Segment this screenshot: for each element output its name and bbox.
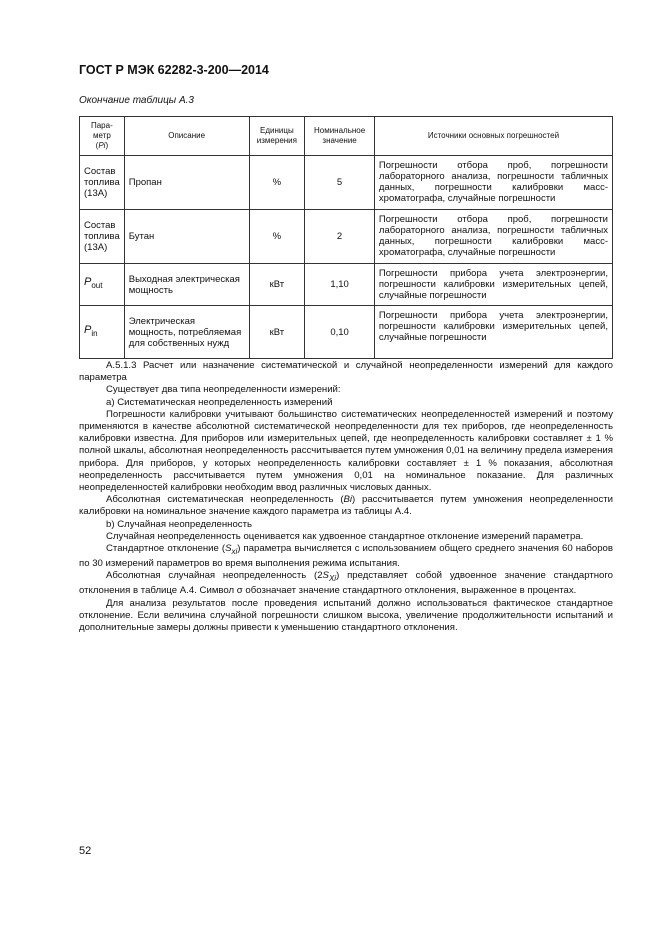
sources-cell: Погрешности прибора учета электроэнергии, погрешности калибровки измерительных цепей, случайные погрешности: [374, 306, 612, 359]
page-header: ГОСТ Р МЭК 62282-3-200—2014: [79, 63, 269, 77]
column-header: Пара- метр (Pi): [80, 117, 125, 156]
page-number: 52: [79, 845, 92, 857]
paragraph: Абсолютная систематическая неопределенность (Bi) рассчитывается путем умножения неопределенности калибровки на номинальное значение каждого параметра из таблицы А.4.: [79, 494, 613, 518]
nominal-cell: 5: [305, 156, 375, 210]
nominal-cell: 1,10: [305, 264, 375, 306]
unit-cell: %: [249, 210, 305, 264]
paragraph: а) Систематическая неопределенность измерений: [106, 396, 333, 408]
paragraph: Существует два типа неопределенности измерений:: [106, 384, 341, 396]
body-text: [79, 360, 613, 634]
table-caption: Окончание таблицы А.3: [79, 95, 194, 106]
unit-cell: кВт: [249, 306, 305, 359]
unit-cell: кВт: [249, 264, 305, 306]
nominal-cell: 0,10: [305, 306, 375, 359]
sources-cell: Погрешности прибора учета электроэнергии, погрешности калибровки измерительных цепей, случайные погрешности: [374, 264, 612, 306]
paragraph: Погрешности калибровки учитывают большинство систематических неопределенностей измерений и поэтому применяются в качестве абсолютной систематической неопределенности для тех приборов, где неопределенность калибровки известна. Для приборов или измерительных цепей, где неопределенность калибровки составляет ± 1 % полной шкалы, абсолютная неопределенность рассчитывается путем умножения 0,01 на величину предела измерения прибора. Для приборов, у которых неопределенность калибровки составляет ± 1 % показания, абсолютная неопределенность рассчитывается путем умножения 0,01 на номинальное показание. Для различных неопределенностей калибровки необходим ввод различных числовых данных.: [79, 408, 613, 494]
table-row: [80, 156, 613, 210]
paragraph: b) Случайная неопределенность: [106, 518, 252, 530]
param-cell: $P_{in}$: [80, 306, 125, 359]
paragraph: Стандартное отклонение $(S_{xi})$ параметра вычисляется с использованием общего среднего значения 60 наборов по 30 измерений параметров во время выполнения режима испытания.: [79, 543, 613, 570]
description-cell: Электрическая мощность, потребляемая для собственных нужд: [124, 306, 249, 359]
paragraph: Для анализа результатов после проведения испытаний должно использоваться фактическое стандартное отклонение. Если величина случайной погрешности слишком высока, увеличение продолжительности испытаний и дополнительные замеры должны привести к уменьшению стандартного отклонения.: [79, 597, 613, 634]
param-cell: Состав топлива (13А): [80, 156, 125, 210]
param-cell: Состав топлива (13А): [80, 210, 125, 264]
table-row: [80, 210, 613, 264]
param-cell: $P_{out}$: [80, 264, 125, 306]
nominal-cell: 2: [305, 210, 375, 264]
parameters-table: [79, 116, 613, 359]
table-row: [80, 306, 613, 359]
column-header: Номинальное значение: [305, 117, 375, 156]
description-cell: Бутан: [124, 210, 249, 264]
paragraph: А.5.1.3 Расчет или назначение систематической и случайной неопределенности измерений для каждого параметра: [79, 360, 613, 384]
sources-cell: Погрешности отбора проб, погрешности лабораторного анализа, погрешности табличных данных, погрешности калибровки масс-хроматографа, случайные погрешности: [374, 210, 612, 264]
paragraph: Абсолютная случайная неопределенность $(2S_{Xi})$ представляет собой удвоенное значение стандартного отклонения в таблице А.4. Символ σ обозначает значение стандартного отклонения, выраженное в процентах.: [79, 570, 613, 597]
column-header: Единицы измерения: [249, 117, 305, 156]
table-row: [80, 264, 613, 306]
description-cell: Выходная электрическая мощность: [124, 264, 249, 306]
column-header: Описание: [124, 117, 249, 156]
table-header-row: [80, 117, 613, 156]
unit-cell: %: [249, 156, 305, 210]
sources-cell: Погрешности отбора проб, погрешности лабораторного анализа, погрешности табличных данных, погрешности калибровки масс-хроматографа, случайные погрешности: [374, 156, 612, 210]
column-header: Источники основных погрешностей: [374, 117, 612, 156]
paragraph: Случайная неопределенность оценивается как удвоенное стандартное отклонение измерений параметра.: [106, 530, 584, 542]
description-cell: Пропан: [124, 156, 249, 210]
